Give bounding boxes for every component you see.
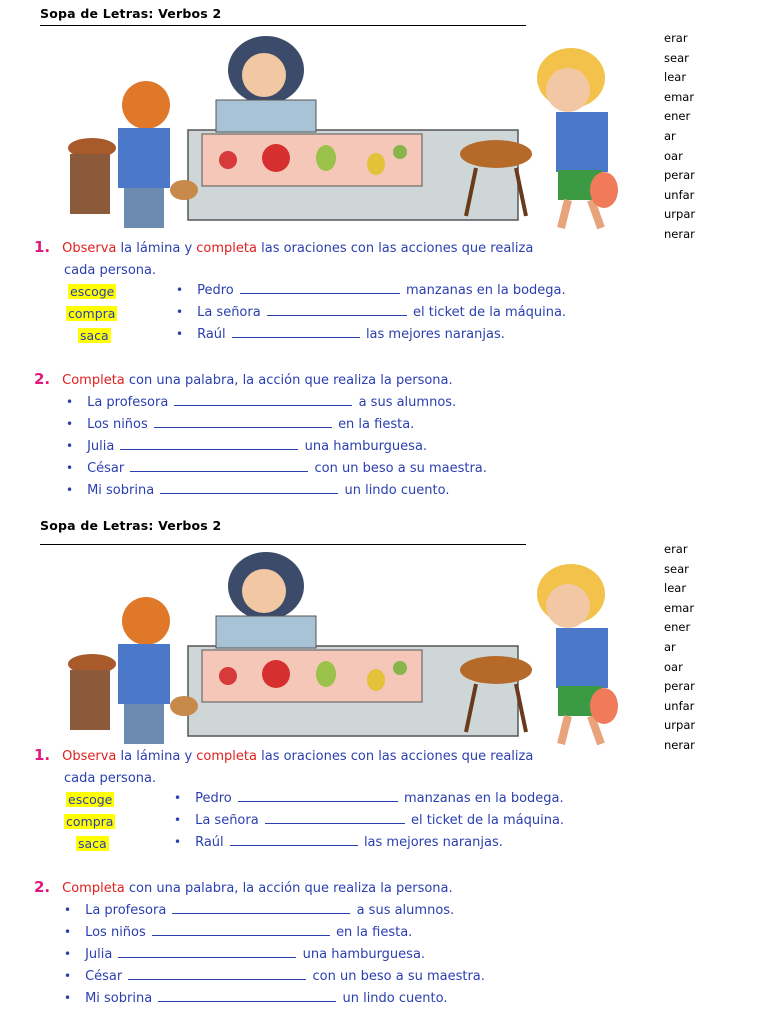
word-fragment: ar (664, 128, 676, 143)
word-fragment: oar (664, 148, 683, 163)
answer-blank[interactable] (238, 791, 398, 802)
sentence-rest: a sus alumnos. (358, 395, 457, 410)
sentence-rest: con un beso a su maestra. (314, 461, 487, 476)
word-fragment: nerar (664, 737, 695, 752)
sentence-subject: Pedro (195, 791, 232, 806)
word-fragment: unfar (664, 698, 695, 713)
instruction-text: cada persona. (64, 263, 157, 278)
instruction-text: con una palabra, la acción que realiza la persona. (124, 881, 453, 896)
answer-blank[interactable] (152, 925, 330, 936)
sentence-rest: con un beso a su maestra. (312, 969, 485, 984)
answer-blank[interactable] (230, 835, 358, 846)
word-fragment: ar (664, 639, 676, 654)
sentence-row: • Mi sobrina un lindo cuento. (64, 991, 448, 1006)
sentence-row: • César con un beso a su maestra. (66, 461, 487, 476)
sentence-row: • César con un beso a su maestra. (64, 969, 485, 984)
sentence-rest: un lindo cuento. (342, 991, 448, 1006)
word-fragment: perar (664, 168, 695, 183)
instruction-verb: Completa (62, 373, 125, 388)
word-fragment: oar (664, 659, 683, 674)
answer-blank[interactable] (174, 395, 352, 406)
sentence-rest: en la fiesta. (336, 925, 413, 940)
verb-tag: saca (78, 836, 107, 851)
question-1 (34, 744, 674, 790)
verb-tag: escoge (70, 284, 115, 299)
sentence-subject: Pedro (197, 283, 234, 298)
answer-blank[interactable] (120, 439, 298, 450)
sentence-rest: las mejores naranjas. (363, 835, 503, 850)
answer-blank[interactable] (160, 483, 338, 494)
answer-blank[interactable] (232, 327, 360, 338)
sentence-row: • Los niños en la fiesta. (66, 417, 415, 432)
sentence-row: • Julia una hamburguesa. (64, 947, 426, 962)
sentence-rest: manzanas en la bodega. (406, 283, 566, 298)
sentence-row: • La señora el ticket de la máquina. (174, 813, 565, 828)
instruction-verb: completa (196, 241, 257, 256)
sentence-row: • Pedro manzanas en la bodega. (176, 283, 566, 298)
word-fragment: emar (664, 600, 695, 615)
answer-blank[interactable] (118, 947, 296, 958)
sentence-rest: a sus alumnos. (356, 903, 455, 918)
answer-blank[interactable] (172, 903, 350, 914)
word-fragment: erar (664, 31, 688, 45)
answer-blank[interactable] (128, 969, 306, 980)
word-list (664, 540, 724, 756)
word-fragment: ener (664, 109, 691, 124)
sentence-rest: las mejores naranjas. (365, 327, 505, 342)
word-fragment: unfar (664, 187, 695, 202)
question-1 (34, 236, 674, 282)
verb-tag: saca (80, 328, 109, 343)
sentence-subject: Julia (85, 947, 113, 962)
market-illustration (56, 546, 666, 754)
answer-blank[interactable] (240, 283, 400, 294)
sentence-row: • La profesora a sus alumnos. (64, 903, 455, 918)
verb-tag: compra (68, 306, 116, 321)
instruction-text: las oraciones con las acciones que realiza (256, 749, 534, 764)
worksheet-bottom (0, 516, 768, 1024)
sentence-subject: Mi sobrina (85, 991, 153, 1006)
instruction-verb: Completa (62, 881, 125, 896)
sentence-subject: Julia (87, 439, 115, 454)
verb-tag: escoge (68, 792, 113, 807)
word-fragment: ener (664, 620, 691, 635)
question-number: 2. (34, 878, 51, 896)
title-rule (40, 25, 526, 26)
word-fragment: urpar (664, 207, 696, 222)
sentence-rest: manzanas en la bodega. (404, 791, 564, 806)
sentence-subject: La señora (197, 305, 261, 320)
word-fragment: lear (664, 581, 687, 596)
instruction-verb: completa (196, 749, 257, 764)
word-fragment: sear (664, 561, 689, 576)
sentence-rest: una hamburguesa. (302, 947, 426, 962)
verb-tag: compra (66, 814, 114, 829)
sentence-subject: La señora (195, 813, 259, 828)
instruction-text: las oraciones con las acciones que realiza (256, 241, 534, 256)
word-fragment: perar (664, 679, 695, 694)
instruction-text: la lámina y (116, 241, 197, 256)
question-number: 1. (34, 238, 51, 256)
sentence-rest: el ticket de la máquina. (412, 305, 567, 320)
sentence-subject: Raúl (197, 327, 226, 342)
sentence-row: • Mi sobrina un lindo cuento. (66, 483, 450, 498)
sentence-rest: una hamburguesa. (304, 439, 428, 454)
sentence-subject: Los niños (87, 417, 148, 432)
answer-blank[interactable] (130, 461, 308, 472)
sentence-subject: Mi sobrina (87, 483, 155, 498)
question-number: 2. (34, 370, 51, 388)
instruction-verb: Observa (62, 241, 117, 256)
instruction-text: la lámina y (116, 749, 197, 764)
sentence-row: • Julia una hamburguesa. (66, 439, 428, 454)
question-2 (34, 370, 453, 388)
word-fragment: nerar (664, 226, 695, 241)
sentence-row: • Raúl las mejores naranjas. (176, 327, 505, 342)
worksheet-top (0, 0, 768, 508)
word-fragment: lear (664, 70, 687, 85)
answer-blank[interactable] (265, 813, 405, 824)
market-illustration (56, 30, 666, 238)
instruction-text: cada persona. (64, 771, 157, 786)
word-fragment: urpar (664, 718, 696, 733)
answer-blank[interactable] (267, 305, 407, 316)
sentence-subject: La profesora (85, 903, 167, 918)
sentence-row: • Los niños en la fiesta. (64, 925, 413, 940)
question-2 (34, 878, 453, 896)
question-number: 1. (34, 746, 51, 764)
word-list (664, 29, 724, 245)
sentence-subject: Raúl (195, 835, 224, 850)
word-fragment: erar (664, 542, 688, 556)
word-fragment: emar (664, 89, 695, 104)
sentence-row: • La profesora a sus alumnos. (66, 395, 457, 410)
word-fragment: sear (664, 50, 689, 65)
sentence-rest: un lindo cuento. (344, 483, 450, 498)
instruction-verb: Observa (62, 749, 117, 764)
answer-blank[interactable] (154, 417, 332, 428)
sentence-row: • La señora el ticket de la máquina. (176, 305, 567, 320)
sentence-subject: César (87, 461, 125, 476)
worksheet-title: Sopa de Letras: Verbos 2 (40, 6, 222, 21)
sentence-row: • Pedro manzanas en la bodega. (174, 791, 564, 806)
sentence-subject: Los niños (85, 925, 146, 940)
sentence-rest: el ticket de la máquina. (410, 813, 565, 828)
sentence-subject: La profesora (87, 395, 169, 410)
worksheet-title: Sopa de Letras: Verbos 2 (40, 518, 222, 533)
sentence-subject: César (85, 969, 123, 984)
instruction-text: con una palabra, la acción que realiza la persona. (124, 373, 453, 388)
title-rule (40, 544, 526, 545)
answer-blank[interactable] (158, 991, 336, 1002)
sentence-rest: en la fiesta. (338, 417, 415, 432)
sentence-row: • Raúl las mejores naranjas. (174, 835, 503, 850)
